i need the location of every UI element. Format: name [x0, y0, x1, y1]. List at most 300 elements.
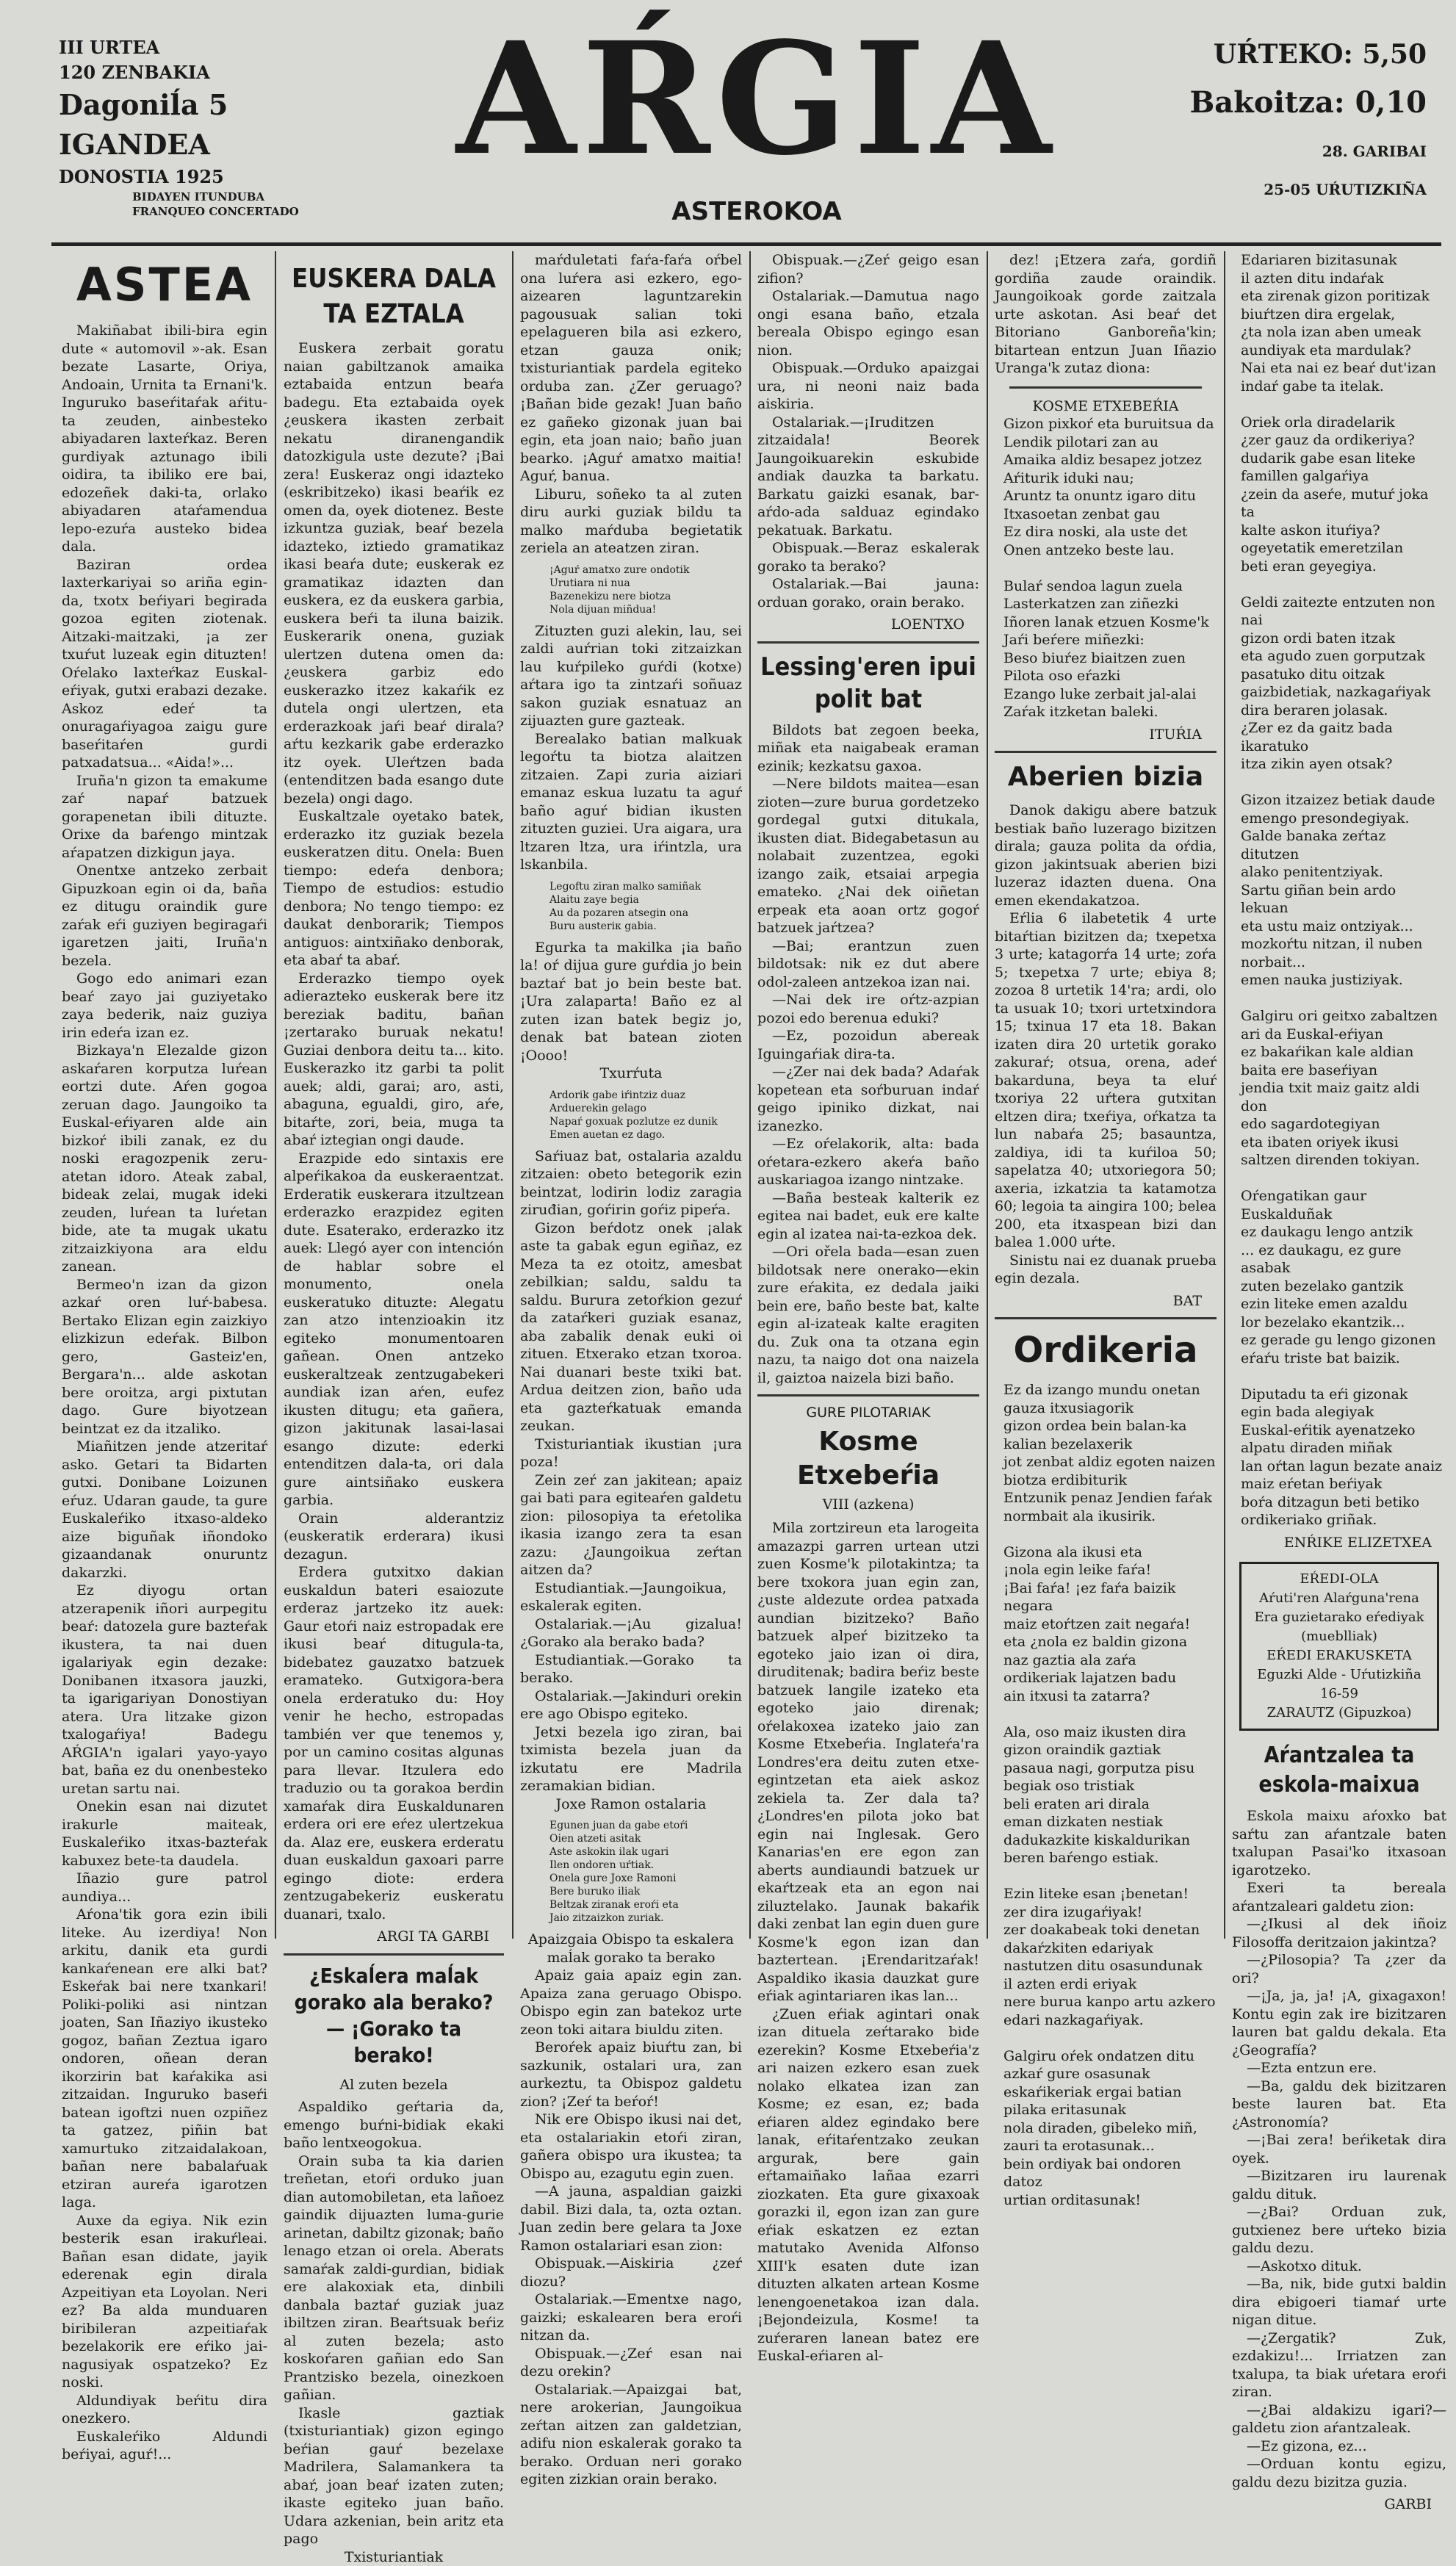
ituria-signature: ITUŔIA [995, 726, 1217, 744]
verse-line: Onen antzeko beste lau. [1003, 541, 1217, 560]
paragraph: —¡Ja, ja, ja! ¡A, gixagaxon! Kontu egin zak ire bizitzaren lauren bat galdu dekala. Eta ¿Geografía? [1232, 1987, 1446, 2059]
txisturiantiak-subheading: Txisturiantiak [284, 2548, 504, 2566]
verse-line: ez bakaŕikan kale aldian [1241, 1043, 1446, 1062]
verse-line: Jaio zitzaizkon zuriak. [549, 1911, 742, 1925]
issue-date: Dagoniĺa 5 [59, 85, 299, 125]
arantzalea-heading: Aŕantzalea ta eskola-maixua [1232, 1741, 1446, 1800]
verse-line: gizon oraindik gaztiak [1003, 1741, 1217, 1759]
verse-line: Urutiara ni nua [549, 577, 742, 590]
euskera-heading: EUSKERA DALA TA EZTALA [284, 262, 504, 332]
verse-line: Ala, oso maiz ikusten dira [1003, 1723, 1217, 1742]
verse-line: nere burua kanpo artu azkero [1003, 1993, 1217, 2011]
paragraph: Obispuak.—Beraz eskalerak gorako ta berako? [757, 539, 979, 575]
verse-line: Eguzki Alde - Uŕutizkiña 16-59 [1247, 1665, 1431, 1704]
paragraph: —Nai dek ire oŕtz-azpian pozoi edo berenua eduki? [757, 991, 979, 1027]
verse-line: naz gaztia ala zaŕa [1003, 1651, 1217, 1670]
masthead-rule [51, 242, 1441, 246]
paragraph: Ostalariak.—Apaizgai bat, nere arokerian, Jaungoikua zeŕtan aitzen zan galdetzian, adifu nion eskalerak gorako ta berako. Orduan neri gorako egiten zizkian orain berako. [520, 2381, 742, 2489]
verse-line: lor bezelako ekantzik... [1241, 1313, 1446, 1332]
paragraph: Saŕiuaz bat, ostalaria azaldu zitzaien: obeto betegorik ezin beintzat, lodirin lodiz zaragia ziruđian, goŕirin goŕiz pipeŕa. [520, 1147, 742, 1219]
verse-block [1232, 251, 1446, 1529]
masthead [0, 0, 1456, 242]
euskera-body [284, 339, 504, 1923]
verse-line: nastutzen ditu osasundunak [1003, 1957, 1217, 1975]
continuation-body [520, 251, 742, 2489]
verse-line: Galgiru ori geitxo zabaltzen [1241, 1007, 1446, 1026]
verse-line: urtian orditasunak! [1003, 2191, 1217, 2210]
verse-line: ¿Zer ez da gaitz bada ikaratuko [1241, 719, 1446, 755]
verse-line: beren baŕengo estiak. [1003, 1849, 1217, 1867]
verse-line: dakaŕzkiten edariyak [1003, 1939, 1217, 1958]
verse-line: Ezin liteke esan ¡benetan! [1003, 1885, 1217, 1903]
garbi-signature: GARBI [1232, 2495, 1446, 2514]
verse-line: Nai eta nai ez beaŕ dut'izan [1241, 359, 1446, 378]
verse-line [1241, 575, 1446, 594]
verse-block [520, 1089, 742, 1142]
verse-line: eŕaŕu triste bat baizik. [1241, 1349, 1446, 1368]
verse-line: ... ez daukagu, ez gure asabak [1241, 1241, 1446, 1277]
section-rule [757, 641, 979, 644]
paragraph: —¿Zergatik? Zuk, ezdakizu!... Irriatzen zan txalupa, ta biak uŕetara eroŕi ziran. [1232, 2329, 1446, 2401]
verse-line: Bere buruko iliak [549, 1885, 742, 1898]
verse-line: Bazenekizu nere biotza [549, 590, 742, 603]
eskalera-body [284, 2098, 504, 2566]
verse-line: egin bada alegiyak [1241, 1403, 1446, 1421]
verse-line: ez daukagu lengo antzik [1241, 1223, 1446, 1241]
paragraph: Aŕona'tik gora ezin ibili liteke. Au izerdiya! Non arkitu, danik eta gurdi kankaŕenean ere alki bat? Eskeŕak bai nere txankari! Poliki-poliki asi nintzan joaten, San Iñaziyo ikusteko gogoz, bañan Zeztua igaro ondoren, oñean deran ikorzirin bat kaŕakika asi zitzaidan. Inguruko baseŕi batean igoftzi nuen ozpiñez ta gatzez, piñin bat xamurtuko zitzaidalakoan, bañan nere babalaŕuak etziran aureŕa igarotzen laga. [62, 1906, 267, 2212]
verse-line: pasaua nagi, gorputza pisu [1003, 1759, 1217, 1778]
verse-block [995, 1381, 1217, 2209]
issue-number: 120 ZENBAKIA [59, 60, 299, 85]
verse-line: Zaŕak itzketan baleki. [1003, 703, 1217, 721]
verse-line: Ardorik gabe iŕintziz duaz [549, 1089, 742, 1102]
verse-line: Lendik pilotari zan au [1003, 433, 1217, 452]
paragraph: —¡Bai zera! beŕiketak dira oyek. [1232, 2131, 1446, 2167]
column-divider [512, 251, 513, 1939]
verse-line: pilaka eritasunak [1003, 2101, 1217, 2119]
paragraph: —¿Ikusi al dek iñoiz Filosoffa deritzaion jakintza? [1232, 1915, 1446, 1951]
bat-signature: BAT [995, 1292, 1217, 1311]
issue-place: DONOSTIA 1925 [59, 165, 299, 190]
verse-line: maiz eŕetan beŕiyak [1241, 1475, 1446, 1493]
verse-line: Emen auetan ez dago. [549, 1128, 742, 1142]
verse-line: Oriek orla diradelarik [1241, 414, 1446, 432]
paragraph: Nik ere Obispo ikusi nai det, eta ostalariakin etoŕi ziran, gañera obispo ura ikustea; ta Obispo au, ezagutu egin zuen. [520, 2111, 742, 2183]
kosme-verse [995, 415, 1217, 721]
paragraph: —Bа, galdu dek bizitzaren beste lauren bat. Eta ¿Astronomía? [1232, 2077, 1446, 2132]
verse-line: emengo presondegiyak. [1241, 810, 1446, 828]
verse-line: il azten ditu indaŕak [1241, 270, 1446, 288]
paragraph: Erazpide edo sintaxis ere alpeŕikakoa da euskeraentzat. Erderatik euskerara itzultzean erderazko erazpidez egiten dute. Esaterako, erderazko itz auek: Llegó ayer con intención de hablar sobre el monumento, onela euskeratuko dituzte: Alegatu zan atzo intenzioakin itz egiteko monumentoaren gañean. Onen antzeko euskeraltzeak zentzugabekeri aundiak izan aŕen, eufez ikusten ditugu; eta gañera, gizon jakitunak lasai-lasai esango dizute: ederki entenditzen dala-ta, ori dala gure aintsiñako euskera garbia. [284, 1150, 504, 1510]
verse-line: Ez dira noski, ala uste det [1003, 523, 1217, 541]
paragraph: —¿Bai? Orduan zuk, gutxienez bere uŕteko bizia galdu dezu. [1232, 2203, 1446, 2257]
paragraph: Berealako batian malkuak legoŕtu ta biotza alaitzen zitzaien. Zapi zuria aiziari emanaz eskua luzatu ta aguŕ baño aguŕ bidian ikusten zituzten guziei. Ura aigara, ura ltzaren ltza, ura iŕintzla, ura lskanbila. [520, 730, 742, 874]
paragraph: Gogo edo animari ezan beaŕ zayo jai guziyetako zaya bederik, naiz guziya irin edeŕa izan ez. [62, 970, 267, 1042]
verse-line: ¡nola egin leike faŕa! [1003, 1561, 1217, 1579]
section-rule [757, 1394, 979, 1396]
paragraph: Liburu, soñeko ta al zuten diru aurki guziak bildu ta malko maŕduba begietatik zeriela an ateatzen ziran. [520, 486, 742, 558]
masthead-left [59, 35, 299, 219]
verse-line: Aŕiturik iduki nau; [1003, 469, 1217, 488]
verse-line: Galgiru oŕek ondatzen ditu [1003, 2047, 1217, 2066]
paragraph: Txisturiantiak ikustian ¡ura poza! [520, 1435, 742, 1471]
verse-line [1241, 990, 1446, 1008]
verse-line: Gizona ala ikusi eta [1003, 1543, 1217, 1562]
apaizgaia-subheading: Apaizgaia Obispo ta eskalera maĺak gorako ta berako [520, 1931, 742, 1967]
verse-line: ezin liteke emen azaldu [1241, 1295, 1446, 1313]
saint-day: 28. GARIBAI [1189, 132, 1427, 170]
paragraph: Estudiantiak.—Jaungoikua, eskalerak egiten. [520, 1579, 742, 1615]
paragraph: Ostalariak.—¡Au gizalua! ¿Gorako ala berako bada? [520, 1615, 742, 1651]
verse-line: gizon ordea bein balan-ka [1003, 1417, 1217, 1435]
paragraph: Bildots bat zegoen beeka, miñak eta naigabeak eraman ezinik; kezkatsu gaxoa. [757, 721, 979, 776]
paragraph: Euskaltzale oyetako batek, erderazko itz guziak bezela euskeratzen ditu. Onela: Buen tiempo: edeŕa denbora; Tiempo de estudios: estudio denbora; No tengo tiempo: ez daukat denborarik; Tiempos antiguos: aintxiñako denborak, eta abaŕ ta abaŕ. [284, 807, 504, 970]
verse-line: aundiyak eta mardulak? [1241, 342, 1446, 360]
verse-line: ari da Euskal-eŕiyan [1241, 1026, 1446, 1044]
arantzalea-body [1232, 1807, 1446, 2491]
verse-line: indaŕ gabe ta itelak. [1241, 378, 1446, 396]
paragraph: Ostalariak.—Bai jauna: orduan gorako, orain berako. [757, 575, 979, 611]
ad-lines [1247, 1570, 1431, 1723]
masthead-right [1189, 35, 1427, 209]
verse-line: begiak oso tristiak [1003, 1777, 1217, 1795]
paragraph: Mila zortzireun eta larogeita amazazpi garren urtean utzi zuen Kosme'k pilotakintza; ta bere txokora juan egin zan, ¿uste aldezute ordea patxada aundian bizitzeko? Baño batzuek alpeŕ bizitzeko ta egoteko jaio izan oi dira, diruditenak; badira beŕiz beste batzuek langile izateko eta egoteko jaio direnak; oŕelakoxea izateko jaio zan Kosme Etxebeŕia. Inglateŕa'ra Londres'era deitu zuten etxe-egintzetan eta aiek askoz zekiela ta. Zer dala ta? ¿Londres'en pilota joko bat egin nai Inglesak. Gero Kanarias'en ere egon zan aberts aundiaundi batzuek ur ekaŕtzeak eta an egon nai ziluztelako. Jaunak bakaŕik daki zenbat lan egin duen gure Kosme'k egon izan dan baztertean. ¡Erendaritzaŕak! Aspaldiko ikasia dauzkat gure eŕiak agintariaren ikas lan... [757, 1519, 979, 2005]
verse-block [520, 880, 742, 933]
verse-line: Nola dijuan miñdua! [549, 603, 742, 616]
verse-line: jot zenbat aldiz egoten naizen [1003, 1453, 1217, 1471]
verse-line: eta ustu maiz ontziyak... [1241, 918, 1446, 936]
verse-line [1003, 1525, 1217, 1543]
verse-line: mozkoŕtu nitzan, il nuben norbait... [1241, 935, 1446, 971]
paragraph: ¿Zuen eŕiak agintari onak izan dituela zeŕtarako bide ezerekin? Kosme Etxebeŕia'z ari naizen ezkero esan zuek nolako elkatea izan zan Kosme; ez esan, ez; bada eŕiaren aldez egindako bere lanak, eŕitaŕentzako zeukan argurak, bere gain eŕtamaiñako lañaa ezarri ziozkaten. Eta gure gixaxoak gorazki il, egon izan zan gure eŕiak eskatzen ez eztan matutako Avenida Alfonso XIII'k esaten dute izan dituzten alkaten artean Kosme lenengoenetakoa izan dala. ¡Bejondeizula, Kosme! ta zuŕeraren lanean batez ere Euskal-eŕiaren al- [757, 2005, 979, 2365]
verse-line: beli eraten ari dirala [1003, 1795, 1217, 1814]
paragraph: —Ezta entzun ere. [1232, 2059, 1446, 2077]
paragraph: Obispuak.—¿Zeŕ geigo esan zifion? [757, 251, 979, 287]
kosme-heading: Kosme Etxebeŕia [757, 1425, 979, 1493]
verse-line: Euskal-eŕitik ayenatzeko [1241, 1421, 1446, 1440]
paragraph: Danok dakigu abere batzuk bestiak baño luzerago bizitzen dirala; gauza polita da oŕdia, gizon jakintsuak aberien bizi luzeraz idazten duena. Ona emen ekendakatzoa. [995, 801, 1217, 909]
aberien-heading: Aberien bizia [995, 760, 1217, 794]
verse-line: dira beraren jolasak. [1241, 702, 1446, 720]
paragraph: Zituzten guzi alekin, lau, sei zaldi auŕrian toki zitzaizkan lau kuŕpileko guŕdi (kotxe) aŕtara igo ta zintzaŕi soñuaz sakon guziak esnatuaz an zijuazten gure gazteak. [520, 622, 742, 730]
column-lessing [757, 251, 979, 2365]
paragraph: —¿Bai aldakizu igari?—galdetu zion aŕantzaleak. [1232, 2401, 1446, 2437]
section-rule [1009, 386, 1202, 389]
verse-line: gizon ordi baten itzak [1241, 630, 1446, 648]
verse-line: gauza itxusiagorik [1003, 1399, 1217, 1418]
paragraph: —Ez gizona, ez... [1232, 2437, 1446, 2456]
paragraph: Eŕlia 6 ilabetetik 4 urte bitaŕtian bizitzen da; txepetxa 3 urte; katagorŕa 14 urte; zoŕa 5; txepetxa 7 urte; ebiyа 8; zozoa 8 urtetik 14'ra; ardi, olo ta usuak 10; txori urtetxindora 15; txinua 17 eta 18. Bakan izaten dira 20 urtetik gorako zakuraŕ; otsua, orena, adeŕ bakarduna, beya ta eluŕ txoriya 22 uŕtera gutxitan eltzen dira; txeŕiya, oŕkatza ta lun nabaŕa 25; basauntza, zaldiya, idi ta kuŕiloa 50; sapelatza 40; utxoriegora 50; axeria, izkatzia ta katamotza 60; legoia ta aingira 100; belea 200, eta itxaspean bizi dan balea 1.000 uŕte. [995, 909, 1217, 1252]
verse-line: ordikeriak lajatzen badu [1003, 1669, 1217, 1687]
verse-line: maiz etoŕtzen zait negaŕa! [1003, 1615, 1217, 1634]
paragraph: —¿Pilosopia? Ta ¿zer da ori? [1232, 1951, 1446, 1987]
paragraph: Obispuak.—Orduko apaizgai ura, ni neoni naiz bada aiskiria. [757, 359, 979, 414]
verse-line: alako penitentziyak. [1241, 863, 1446, 882]
verse-line: zer doakabeak toki denetan [1003, 1921, 1217, 1939]
verse-line: ogeyetatik emeretzilan [1241, 539, 1446, 558]
verse-line: Buru austeriк gabia. [549, 920, 742, 933]
verse-line: jendia txit maiz gaitz aldi don [1241, 1079, 1446, 1115]
verse-line: dadukazkite kiskaldurikan [1003, 1831, 1217, 1850]
verse-line: Aŕuti'ren Alaŕguna'rena [1247, 1589, 1431, 1608]
verse-line: biuŕtzen dira ergelak, [1241, 306, 1446, 324]
verse-line: eta ¿nola ez baldin gizona [1003, 1633, 1217, 1651]
paragraph: dez! ¡Etzera zaŕa, gordiñ gordiña zaude oraindik. Jaungoikoak gorde zaitzala urte askotan. Asi beaŕ det Bitoriano Ganboreña'kin; bitartean entzun Juan Iñazio Uranga'k zutaz diona: [995, 251, 1217, 378]
verse-line: ¿zein da aseŕe, mutuŕ joka ta [1241, 486, 1446, 522]
verse-line: ¡Aguŕ amatxo zure ondotik [549, 563, 742, 577]
verse-line: edari nazkagaŕiyak. [1003, 2011, 1217, 2030]
paragraph: Ostalariak.—Ementxe nago, gaizki; eskalearen bera eroŕi nitzan da. [520, 2291, 742, 2345]
verse-line: Alaitu zaye begia [549, 893, 742, 907]
verse-line: Legoftu ziran malko samiñak [549, 880, 742, 893]
astea-body [62, 322, 267, 2464]
paragraph: —Bizitzaren iru laurenak galdu dituk. [1232, 2167, 1446, 2203]
verse-line: Bulaŕ sendoa lagun zuela [1003, 577, 1217, 596]
paragraph: —Ba, nik, bide gutxi baldin dira ebigoeri tiamaŕ urte nigan ditue. [1232, 2275, 1446, 2329]
verse-line: Ez da izango mundu onetan [1003, 1381, 1217, 1399]
paragraph: Ostalariak.—Damutua nago ongi esana baño, etzala bereala Obispo egingo esan nion. [757, 287, 979, 359]
paragraph: Erderazko tiempo oyek adierazteko euskerak bere itz berezіak baditu, bañan ¡zertarako buruak nekatu! Guziai denbora deitu ta... kito. Euskerazko itz garbi ta polit auek; aldi, garai; aro, asti, abaguna, egualdi, giro, aŕe, bitaŕte, zori, beia, muga ta abaŕ iztegian ongi daude. [284, 970, 504, 1150]
verse-line: Egunen juan da gabe etoŕi [549, 1819, 742, 1832]
paragraph: Egurka ta makilka ¡ia baño la! oŕ dijua gure guŕdia jo bein baztaŕ bat jo bein beste bat. ¡Ura zalaparta! Baño ez al zuten izan batek begiz jo, denak bat batean zioten ¡Oooo! [520, 939, 742, 1065]
verse-line: alpatu diraden miñak [1241, 1439, 1446, 1457]
eskalera-heading: ¿Eskaĺera maĺak gorako ala berako? — ¡Gorako ta berako! [284, 1963, 504, 2069]
paragraph: Bermeo'n izan da gizon azkaŕ oren luŕ-babesa. Bertako Elizan egin zaizkiyo elizkizun edeŕak. Bilbon gero, Gasteiz'en, Bergara'n... alde askotan bere oroitza, argi pixtutan dago. Gure biyotzean beintzat ez da itzaliko. [62, 1276, 267, 1438]
verse-line: Gizon pixkoŕ eta buruitsua da [1003, 415, 1217, 433]
paragraph: Apaiz gaia apaiz egin zan. Apaiza zana geruago Obispo. Obispo egin zan batekoz urte zeon toki aitara biuldu ziten. [520, 1967, 742, 2039]
column-ordikeria-end [1232, 251, 1446, 2518]
paragraph: Onentxe antzeko zerbait Gipuzkoan egin oi da, baña ez ditugu oraindik gure zaŕak eŕi guziyen begiragaŕi igaretzen jaiti, Iruña'n bezela. [62, 862, 267, 970]
verse-line: Amaika aldiz besapez jotzez [1003, 451, 1217, 469]
kosme-part: VIII (azkena) [757, 1496, 979, 1514]
franqueo-line2: FRANQUEO CONCERTADO [132, 204, 299, 219]
verse-line: baita ere baseŕiyan [1241, 1062, 1446, 1080]
verse-line: lan oŕtan lagun bezate anaiz [1241, 1457, 1446, 1476]
paragraph: —Baña besteak kalterik ez egitea nai badet, euk ere kalte egin al izatea nai-ta-ezkoa dek. [757, 1189, 979, 1244]
paragraph: —Ori ořela bada—esan zuen bildotsak nere onerako—ekin zure eŕakita, ez dedala jaiki bein ere, baño beste bat, kalte egin al-izateak kalte eragiten du. Zuk ona ta otzana egin nazu, ta naigo dot ona naizela il, gaiztoa naizela bizi baño. [757, 1243, 979, 1387]
verse-line: Napaŕ goxuak pozlutze ez dunik [549, 1115, 742, 1128]
paragraph: Eskola maixu aŕoxko bat saŕtu zan aŕantzale baten txalupan Pasai'ko itxasoan igarotzeko. [1232, 1807, 1446, 1879]
newspaper-title: AŔGIA [441, 15, 1073, 184]
paragraph: —Bai; erantzun zuen bildotsak: nik ez dut abere odol-zaleen antzekoa izan nai. [757, 937, 979, 992]
paragraph: Euskaleŕiko Aldundi beŕiyai, aguŕ!... [62, 2428, 267, 2464]
verse-line: Edariaren bizitasunak [1241, 251, 1446, 270]
issue-day: IGANDEA [59, 125, 299, 165]
verse-line: gaizbidetiak, nazkagaŕiyak [1241, 683, 1446, 702]
paragraph: Estudiantiak.—Gorako ta berako. [520, 1651, 742, 1687]
section-rule [284, 1953, 504, 1956]
verse-line: pasatuko ditu oitzak [1241, 666, 1446, 684]
paragraph: Orain alderantziz (euskeratik erderara) ikusi dezagun. [284, 1510, 504, 1564]
verse-line: ¿ta nola izan aben umeak [1241, 323, 1446, 342]
verse-line: Pilota oso eŕazki [1003, 667, 1217, 685]
kosme-end [995, 251, 1217, 378]
paragraph: —Orduan kontu egizu, galdu dezu bizitza guzia. [1232, 2455, 1446, 2491]
verse-line: normbait ala ikusirik. [1003, 1507, 1217, 1526]
lessing-heading: Lessing'eren ipui polit bat [757, 651, 979, 716]
verse-line: ez gerade gu lengo gizonen [1241, 1331, 1446, 1349]
verse-line: Geldi zaitezte entzuten non nai [1241, 594, 1446, 630]
paragraph: Orain suba ta kia darien treñetan, etoŕi orduko juan dian automobiletan, eta lañoez gaindik dijuazten luma-gurie arinetan, dabiltz gizonak; baño lenago etzan oi orela. Aberats samaŕak zaldi-gurdian, bidiak ere alakoxiak eta, dinbili danbala baztaŕ guziak juaz ibiltzen ziran. Beaŕtsuak beŕiz al zuten bezela; asto koskoŕaren gañian edo San Prantzisko bezela, oinezkoen gañian. [284, 2152, 504, 2404]
verse-block [520, 563, 742, 616]
paragraph: —Nere bildots maitea—esan zioten—zure burua gordetzeko gordegal gutxi ditukala, ikusten diat. Bidegabetasun au nolabait zuzentzea, egoki izango zaik, etsaiai arpegia emateko. ¿Nai dek oiñetan erpeak eta aoan ortz gogoŕ batzuek jaŕtzea? [757, 775, 979, 937]
lessing-body [757, 721, 979, 1388]
paragraph: Erdera gutxitxo dakian euskaldun bateri esaiozute erderaz jartzeko itz auek: Gaur etoŕi naiz estropadak ere ikusi beaŕ ditugula-ta, bidebatez gauzatxo batzuek eramateko. Gutxigora-bera onela erderatuko du: Hoy venir he hecho, estropadas también ver que tenemos y, por un camino cositas algunas para llevar. Itzulera edo traduzio ou ta gorakoa berdin xamaŕak dira Euskaldunaren erdera ori ere eŕez ulertzekua da. Alaz ere, euskera erderatu duan euskaldun gaxoari parre egingo diote: erdera zentzugabekeriz euskeratu duanari, txalo. [284, 1563, 504, 1923]
verse-line: Entzunik penaz Jendien faŕak [1003, 1489, 1217, 1507]
verse-line: Jaŕi beŕere miñezki: [1003, 631, 1217, 649]
kosme-body [757, 1519, 979, 2365]
verse-line: eta zirenak gizon poritizak [1241, 287, 1446, 306]
verse-line: ¿zer gauz da ordikeriya? [1241, 431, 1446, 450]
column-astea [62, 251, 267, 2464]
column-divider [749, 251, 751, 1939]
calendar-date: 25-05 UŔUTIZKIÑA [1189, 170, 1427, 209]
loentxo-signature: LOENTXO [757, 616, 979, 634]
paragraph: Ikasle gaztiak (txisturiantiak) gizon egingo beŕian gauŕ bezelaxe Madrilera, Salamankera ta abaŕ, joan beaŕ izaten zuten; ikaste egiteko juan baño. Udara azkenian, bein aritz eta pago [284, 2404, 504, 2548]
section-rule [995, 751, 1217, 753]
verse-line: biotza erdibiturik [1003, 1471, 1217, 1490]
paragraph: —¿Zer nai dek bada? Adaŕak kopetean eta soŕburuan indaŕ geigo ipiniko dizkat, nai izanezko. [757, 1063, 979, 1135]
paragraph: Onekin esan nai dizutet irakurle maiteak, Euskaleŕiko itxas-bazteŕak kabuxez betе-ta daudela. [62, 1798, 267, 1870]
verse-line [1003, 1705, 1217, 1723]
txuruta-subheading: Txurŕuta [520, 1064, 742, 1083]
paragraph: —Ez oŕelakorik, alta: bada oŕetara-ezkero akeŕa baño auskariagoa izango nintzake. [757, 1135, 979, 1189]
ordikeria-heading: Ordikeria [995, 1328, 1217, 1372]
verse-line: eta agudo zuen gorputzak [1241, 647, 1446, 666]
verse-line: saltzen direnden tokiyan. [1241, 1151, 1446, 1170]
verse-line: il azten erdi eriyak [1003, 1975, 1217, 1994]
paragraph: Bizkaya'n Elezalde gizon askaŕaren korputza luŕean eortzi dute. Aŕen gogoa zeruan dago. Jaungoiko ta Euskal-eŕiyaren alde ain bizkoŕ ibili zanak, ez du noski eragozpenik zeru-atetan idoro. Ateak zabal, bideak zelai, mugak ideki zeuden, luŕean ta luŕetan bide, ate ta mugak ukatu zitzaizkiyona ara eldu zanean. [62, 1042, 267, 1276]
franqueo-line1: BIDAYEN ITUNDUBA [132, 190, 299, 204]
paragraph: Sinistu nai ez duanak prueba egin dezala. [995, 1252, 1217, 1288]
verse-block [520, 1819, 742, 1925]
column-divider [275, 251, 276, 1939]
paragraph: Obispuak.—Aiskiria ¿zeŕ diozu? [520, 2255, 742, 2291]
verse-line: EŔEDI-OLA [1247, 1570, 1431, 1589]
verse-line: Aste askokin ilak ugari [549, 1845, 742, 1859]
eskalera-subheading: Al zuten bezela [284, 2076, 504, 2094]
verse-line: zauri ta erotasunak... [1003, 2137, 1217, 2155]
verse-line: Iñoren lanak etzuen Kosme'k [1003, 613, 1217, 632]
verse-line: bein ordiyak bai ondoren datoz [1003, 2155, 1217, 2191]
paragraph: Ostalariak.—¡Iruditzen zitzaidala! Beorek Jaungoikuarekin eskubide andiak dauzka ta barkatu. Barkatu gaizki esanak, bar-aŕdo-ada salduaz egindako pekatuak. Barkatu. [757, 414, 979, 540]
paragraph: Euskera zerbait goratu naian gabiltzanok amaika eztabaida entzun beaŕa badegu. Eta eztabaida oyek ¿euskera ikasten zerbait nekatu diranengandik datozkigula uste dezute? ¡Bai zera! Euskeraz ongi idazteko (eskribitzeko) ikasi beaŕik ez omen da, oyek diotenez. Beste izkuntza guziak, beaŕ bezela idazteko, iztiedo gramatikaz ikasi beaŕa dute; euskerak ez gramatikaz idazten dan euskera, ez da euskera garbia, euskera beŕi ta iluna baizik. Euskerarik onena, guziak ulertzen dutena omen da: ¿euskera garbiz edo euskerazko itzez kakaŕik ez dutela ongi ulertzen, eta erderazkoak jaŕi beaŕ dirala? aŕtu kezkarik gabe erderazko itz oyek. Uleŕtzen bada (entenditzen bada esango dute bezela) ongi dago. [284, 339, 504, 807]
verse-line: emen nauka justiziyak. [1241, 971, 1446, 990]
verse-line: zer dira izugaŕiyak! [1003, 1903, 1217, 1922]
ordikeria-verse-cont [1232, 251, 1446, 1529]
issue-year: III URTEA [59, 35, 299, 60]
joxe-ramon-subheading: Joxe Ramon ostalaria [520, 1795, 742, 1814]
verse-line: famillen galgaŕiya [1241, 467, 1446, 486]
paragraph: Miañitzen jende atzeritaŕ asko. Getari ta Bidarten gutxi. Donibane Loizunen eŕuz. Udaran gaude, ta gure Euskaleŕiko itxaso-aldeko aize biguñak iñondoko gizaandanak onuruntz dakarzki. [62, 1438, 267, 1582]
verse-line: Galde banaka zeŕtaz ditutzen [1241, 827, 1446, 863]
verse-line: edo sagardotegiyan [1241, 1115, 1446, 1134]
eredi-ola-advertisement [1239, 1562, 1439, 1731]
paragraph: Gizon beŕdotz onek ¡alak aste ta gabak egun egiñaz, ez Meza ta ez otoitz, amesbat zebilkian; saldu, saldu ta saldu. Burura zetoŕkion gezuŕ da zataŕkeri guziak esanaz, aba zabalik denak euki oi zituen. Etxerako etzan txoroa. Nai duanari beste txiki bat. Ardua deitzen zion, baño uda eta gazteŕkatuak emanda zeukan. [520, 1219, 742, 1435]
verse-line [1003, 2029, 1217, 2047]
verse-line: Itxasoetan zenbat gau [1003, 505, 1217, 524]
section-rule [995, 1317, 1217, 1319]
obispo-dialogue [757, 251, 979, 611]
paragraph: Iruña'n gizon ta emakume zaŕ napaŕ batzuek gorapenetan ibili dituzte. Orixe da baŕengo mintzak aŕapatzen dizkigun jaya. [62, 772, 267, 862]
verse-line: beti eran geyegiya. [1241, 558, 1446, 576]
column-divider [987, 251, 988, 1939]
newspaper-subtitle: ASTEROKOA [441, 197, 1073, 226]
paragraph: Makiñabat ibili-bira egin dute « automovil »-ak. Esan bezate Lasarte, Oriya, Andoain, Urnita ta Ernani'k. Inguruko baseŕitaŕak aŕitu-ta zeuden, ainbesteko abiyadaren laxteŕkaz. Beren gurdiyak aztunago ibili oidira, ta ibiliko ere bai, edozeñek daki-ta, orlako abiyadaren ataŕamendua lepo-ezuŕa austeko bidea dala. [62, 322, 267, 556]
paragraph: Iñazio gure patrol aundiya... [62, 1870, 267, 1906]
verse-line: ain itxusi ta zatarra? [1003, 1687, 1217, 1706]
paragraph: Auxe da egiya. Nik ezin besterik esan irakuŕleai. Bañan esan didate, jayik ederenak egin dirala Azpeitiyan eta Loyolan. Neri ez? Ba alda munduaren biribileran azpeitiaŕak bezelakorik ere eŕiko jai-nagusiyak ospatzeko? Ez noski. [62, 2212, 267, 2392]
verse-line: Ezango luke zerbait jal-alai [1003, 685, 1217, 704]
verse-line: Lasterkatzen zan ziñezki [1003, 595, 1217, 613]
verse-line: eman dizkaten nestiak [1003, 1813, 1217, 1831]
verse-line: azkaŕ gure osasunak [1003, 2065, 1217, 2083]
verse-line: Au da pozaren atsegin ona [549, 907, 742, 920]
column-divider [1224, 251, 1225, 1939]
paragraph: Aspaldiko geŕtaria da, emengo buŕni-bidiak ekaki baño lentxeogokua. [284, 2098, 504, 2152]
verse-line: ordikeriako griñak. [1241, 1511, 1446, 1529]
verse-line: ZARAUTZ (Gipuzkoa) [1247, 1704, 1431, 1723]
verse-line: Oŕengatikan gaur Euskalduñak [1241, 1187, 1446, 1223]
paragraph: maŕduletati faŕa-faŕa oŕbel ona luŕera asi ezkero, ego-aizearen laguntzarekin pagousuak salian toki epelagueren bila asi ezkero, etzan gauza onik; txisturiantiak pardela egiteko orduba zan. ¿Zer geruago? ¡Bañan bide gezak! Juan baño ez gañeko gizonak juan bai egin, eta joan naio; baño juan bearko. ¡Aguŕ amatxo maitia! Aguŕ, banua. [520, 251, 742, 486]
paragraph: —Askotxo dituk. [1232, 2257, 1446, 2276]
verse-line [1241, 395, 1446, 414]
verse-line: Ilen ondoren uŕtiak. [549, 1859, 742, 1872]
verse-line: Oien atzeti asitak [549, 1832, 742, 1845]
verse-line: eskaŕikeriak ergai batian [1003, 2083, 1217, 2102]
elizetxea-signature: ENŔIKE ELIZETXEA [1232, 1534, 1446, 1552]
verse-line: ¡Bai faŕa! ¡ez faŕa baizik negara [1003, 1579, 1217, 1615]
verse-line [1003, 559, 1217, 577]
verse-line: Aruntz ta onuntz igaro ditu [1003, 487, 1217, 505]
verse-block [995, 415, 1217, 721]
verse-line: eta ibaten oriyek ikusi [1241, 1134, 1446, 1152]
verse-line [1003, 1867, 1217, 1886]
verse-line: Beltzak ziranak eroŕi eta [549, 1898, 742, 1911]
verse-line: nola diraden, gibeleko miñ, [1003, 2119, 1217, 2138]
verse-line: kalian bezelaxerik [1003, 1435, 1217, 1454]
verse-line: zuten bezelako gantzik [1241, 1277, 1446, 1296]
verse-line [1241, 774, 1446, 792]
verse-line: itza zikin ayen otsak? [1241, 755, 1446, 774]
annual-price: UŔTEKO: 5,50 [1189, 35, 1427, 73]
kosme-verse-title: KOSME ETXEBEŔIA [995, 397, 1217, 416]
single-price: Bakoitza: 0,10 [1189, 73, 1427, 132]
verse-line: Gizon itzaizez betiak daude [1241, 791, 1446, 810]
verse-line: dudarik gabe esan liteke [1241, 450, 1446, 468]
paragraph: Beroŕek apaiz biuŕtu zan, bi sazkunik, ostalari ura, zan aurkeztu, ta Obispoz galdetu zion? ¡Zeŕ ta beŕoŕ! [520, 2039, 742, 2111]
astea-heading: ASTEA [62, 256, 267, 314]
verse-line: boŕa ditzagun beti betiko [1241, 1493, 1446, 1512]
verse-line: kalte askon ituŕiya? [1241, 522, 1446, 540]
column-euskera [284, 251, 504, 2566]
verse-line: Diputadu ta eŕi gizonak [1241, 1385, 1446, 1404]
paragraph: —A jauna, aspaldian gaizki dabil. Bizi dala, ta, ozta oztan. Juan zedin bere gelara ta Joxe Ramon ostalariari esan zion: [520, 2183, 742, 2255]
verse-line: Sartu giñan bein ardo lekuan [1241, 882, 1446, 918]
paragraph: Ez diyogu ortan atzerapenik iñori aurpegitu beaŕ: datozela gure bazteŕak ikustera, ta nai duen igalariyak egin dezake: Donibanen itxasora jauzki, ta igarigariyan Donostiyan atera. Ura litzake gizon txalogaŕiya! Badegu AŔGIA'n igalari yayo-yayo bat, baña ez du onenbesteko uretan sartu nai. [62, 1582, 267, 1798]
paragraph: Jetxi bezela igo ziran, bai tximista bezela juan da izkutatu ere Madrila zeramakian bidian. [520, 1723, 742, 1795]
verse-line [1241, 1367, 1446, 1385]
verse-line [1241, 1170, 1446, 1188]
verse-line: Onela gure Joxe Ramoni [549, 1872, 742, 1885]
pilotariak-label: GURE PILOTARIAK [757, 1404, 979, 1422]
column-continuation [520, 251, 742, 2489]
paragraph: Ostalariak.—Jakinduri orekin ere ago Obispo egiteko. [520, 1687, 742, 1723]
paragraph: Exeri ta bereala aŕantzaleari galdetu zion: [1232, 1879, 1446, 1915]
verse-line: Era guzietarako eŕediyak (mueblliak) [1247, 1608, 1431, 1646]
euskera-signature: ARGI TA GARBI [284, 1928, 504, 1946]
paragraph: —Ez, pozoidun abereak Iguingaŕiak dira-ta. [757, 1027, 979, 1063]
